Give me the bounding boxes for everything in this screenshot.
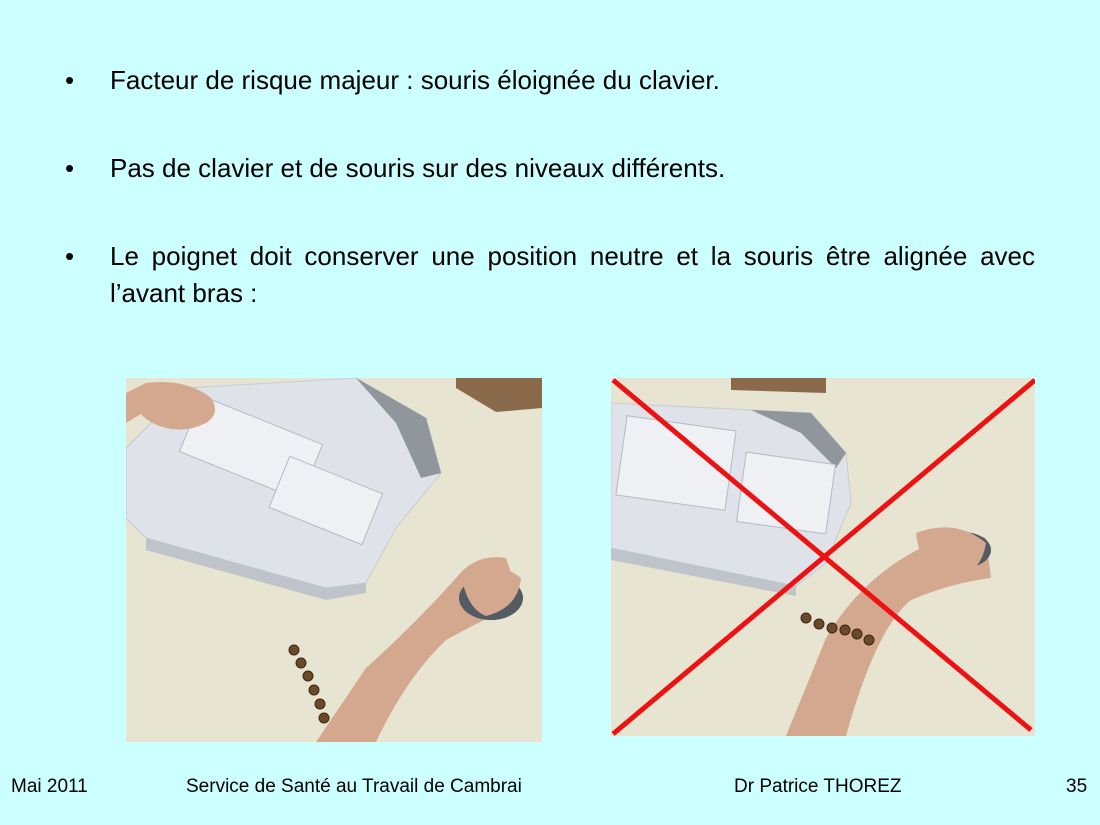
bullet-list [60,62,1040,363]
correct-posture-illustration [126,378,542,742]
bullet-icon: • [65,153,75,183]
footer-service: Service de Santé au Travail de Cambrai [186,776,522,797]
correct-posture-photo [126,378,542,742]
bullet-text: Le poignet doit conserver une position neutre et la souris être alignée avec l’avant bras : [110,241,1035,308]
bullet-text: Facteur de risque majeur : souris éloignée du clavier. [110,65,720,95]
bullet-icon: • [65,65,75,95]
footer-date: Mai 2011 [11,776,88,797]
incorrect-posture-photo [611,378,1035,736]
bullet-text: Pas de clavier et de souris sur des niveaux différents. [110,153,726,183]
bullet-item [60,238,1035,312]
bullet-icon: • [65,241,75,271]
bullet-item [60,150,1040,187]
page-number: 35 [1066,776,1088,797]
incorrect-posture-illustration [611,378,1035,736]
bullet-item [60,62,1040,99]
footer-author: Dr Patrice THOREZ [734,776,902,797]
